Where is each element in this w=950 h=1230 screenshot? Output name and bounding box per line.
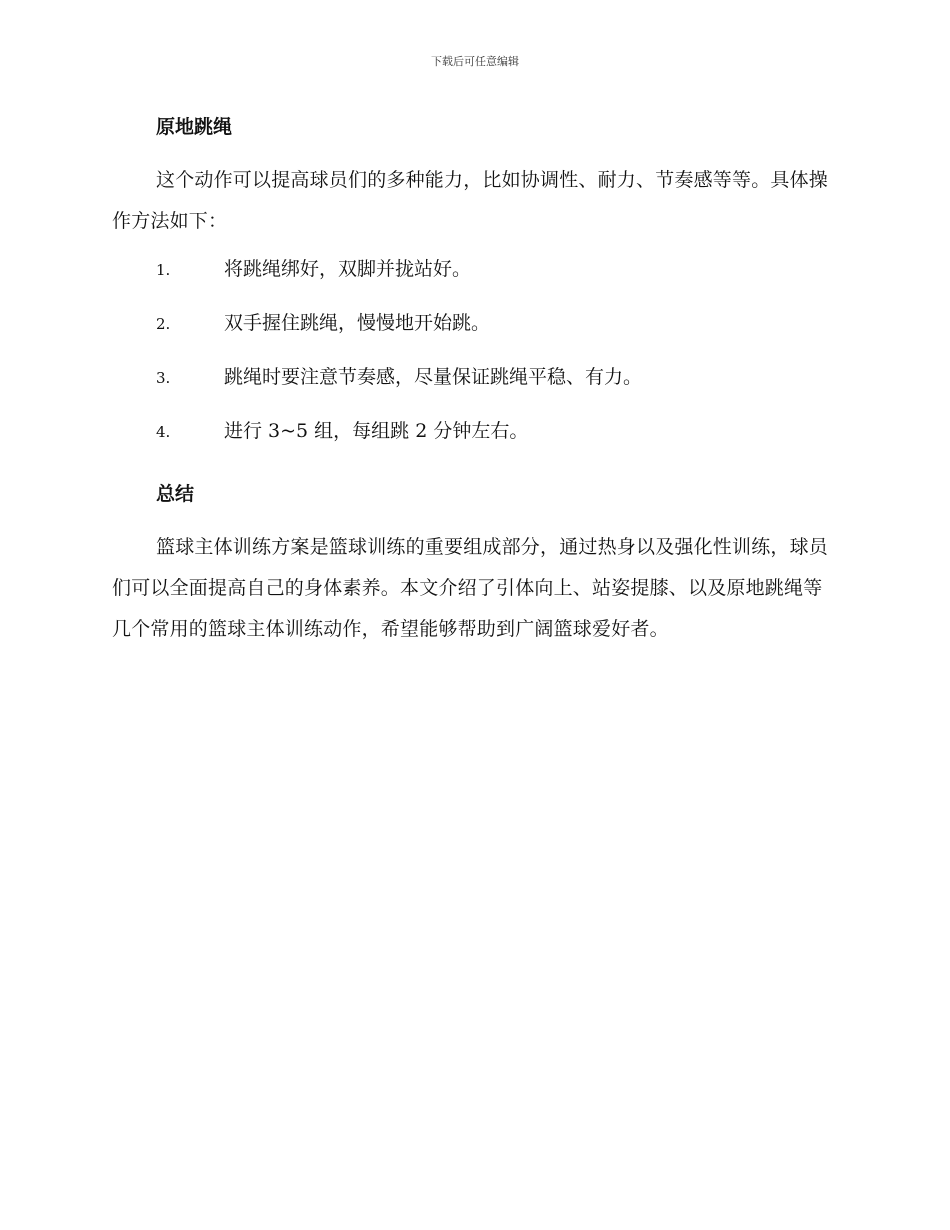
list-item-text: 双手握住跳绳，慢慢地开始跳。 <box>224 312 491 334</box>
list-item-number: 4. <box>156 423 171 441</box>
summary-paragraph: 篮球主体训练方案是篮球训练的重要组成部分，通过热身以及强化性训练，球员们可以全面提高自己的身体素养。本文介绍了引体向上、站姿提膝、以及原地跳绳等几个常用的篮球主体训练动作，希望能够帮助到广阔篮球爱好者。 <box>112 536 829 640</box>
intro-paragraph: 这个动作可以提高球员们的多种能力，比如协调性、耐力、节奏感等等。具体操作方法如下： <box>112 169 829 232</box>
list-item-text: 将跳绳绑好，双脚并拢站好。 <box>224 258 472 280</box>
list-item <box>112 252 832 306</box>
section-heading-summary: 总结 <box>156 483 195 505</box>
list-item-text: 跳绳时要注意节奏感，尽量保证跳绳平稳、有力。 <box>224 366 643 388</box>
document-body <box>112 110 832 650</box>
list-item <box>112 306 832 360</box>
list-item-number: 1. <box>156 261 171 279</box>
page-header: 下载后可任意编辑 <box>431 55 519 68</box>
list-item-number: 3. <box>156 369 171 387</box>
list-item-text: 进行 3~5 组，每组跳 2 分钟左右。 <box>224 420 529 442</box>
list-item-number: 2. <box>156 315 171 333</box>
list-item <box>112 360 832 414</box>
section-heading-jump-rope: 原地跳绳 <box>156 116 233 138</box>
steps-list <box>112 252 832 468</box>
list-item <box>112 414 832 468</box>
